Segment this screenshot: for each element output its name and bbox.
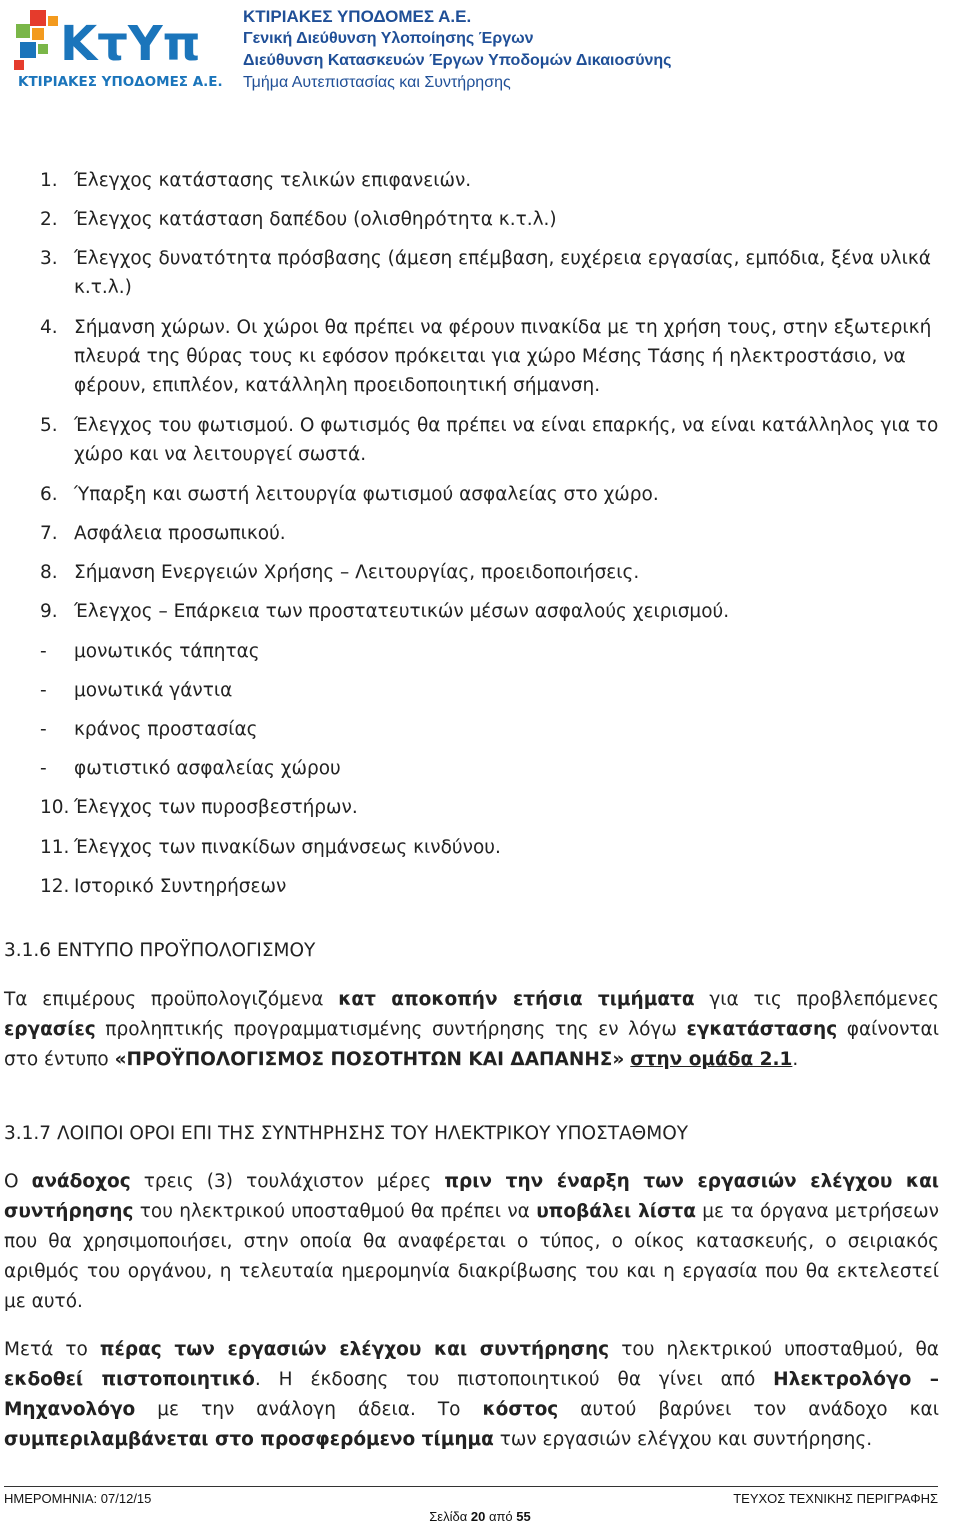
- text-run: Μετά το: [4, 1339, 100, 1360]
- text-run: για τις προβλεπόμενες: [694, 989, 939, 1010]
- list-item-number: 8.: [40, 562, 58, 583]
- list-item: [40, 558, 940, 587]
- bold-run: συμπεριλαμβάνεται στο προσφερόμενο τίμημα: [4, 1429, 494, 1450]
- list-item-number: 9.: [40, 601, 58, 622]
- list-item-text: κράνος προστασίας: [74, 719, 258, 740]
- list-item-text: Έλεγχος κατάσταση δαπέδου (ολισθηρότητα κ.τ.λ.): [74, 209, 557, 230]
- list-item-number: 12.: [40, 876, 70, 897]
- text-run: . Η έκδοσης του πιστοποιητικού θα γίνει από: [254, 1369, 774, 1390]
- list-item-text: Ιστορικό Συντηρήσεων: [74, 876, 287, 897]
- company-name: ΚΤΙΡΙΑΚΕΣ ΥΠΟΔΟΜΕΣ Α.Ε.: [243, 7, 472, 26]
- footer-volume-title: ΤΕΥΧΟΣ ΤΕΧΝΙΚΗΣ ΠΕΡΙΓΡΑΦΗΣ: [733, 1491, 938, 1506]
- list-item: [40, 872, 940, 901]
- list-item: [40, 411, 940, 469]
- list-item-number: 1.: [40, 170, 58, 191]
- list-item-text: Έλεγχος των πινακίδων σημάνσεως κινδύνου.: [74, 837, 501, 858]
- text-run: τρεις (3) τουλάχιστον μέρες: [130, 1171, 445, 1192]
- current-page: 20: [470, 1509, 486, 1524]
- list-item: [40, 313, 940, 400]
- list-item-bullet: -: [40, 641, 47, 662]
- total-pages: 55: [516, 1509, 531, 1524]
- list-item: [40, 166, 940, 195]
- list-item-text: Έλεγχος των πυροσβεστήρων.: [74, 797, 358, 818]
- text-run: προληπτικής προγραμματισμένης συντήρησης της εν λόγω: [95, 1019, 687, 1040]
- bold-run: εγκατάστασης: [686, 1019, 838, 1040]
- organization-logo: [12, 4, 237, 94]
- list-item-text: μονωτικός τάπητας: [74, 641, 260, 662]
- section-317-paragraph-2: [4, 1335, 939, 1455]
- section-316-paragraph: [4, 985, 939, 1075]
- footer-date: ΗΜΕΡΟΜΗΝΙΑ: 07/12/15: [4, 1491, 152, 1506]
- list-item-text: Έλεγχος – Επάρκεια των προστατευτικών μέσων ασφαλούς χειρισμού.: [74, 601, 730, 622]
- text-run: Τα επιμέρους προϋπολογιζόμενα: [4, 989, 339, 1010]
- text-run: των εργασιών ελέγχου και συντήρησης.: [493, 1429, 873, 1450]
- list-item-text: Ύπαρξη και σωστή λειτουργία φωτισμού ασφαλείας στο χώρο.: [74, 484, 659, 505]
- list-item-number: 11.: [40, 837, 70, 858]
- bold-run: εργασίες: [4, 1019, 96, 1040]
- list-item: [40, 519, 940, 548]
- logo-graphic: [12, 4, 237, 94]
- bold-run: κόστος: [482, 1399, 559, 1420]
- svg-text:ΚΤΙΡΙΑΚΕΣ ΥΠΟΔΟΜΕΣ Α.Ε.: ΚΤΙΡΙΑΚΕΣ ΥΠΟΔΟΜΕΣ Α.Ε.: [18, 74, 223, 90]
- list-item: [40, 205, 940, 234]
- page-word: Σελίδα: [429, 1509, 468, 1524]
- text-run: Ο: [4, 1171, 32, 1192]
- page-footer: [0, 1484, 960, 1525]
- list-item: [40, 244, 940, 302]
- list-item-text: Σήμανση Ενεργειών Χρήσης – Λειτουργίας, προειδοποιήσεις.: [74, 562, 640, 583]
- list-item-text: φωτιστικό ασφαλείας χώρου: [74, 758, 341, 779]
- footer-divider: [4, 1486, 938, 1487]
- list-item-text: Ασφάλεια προσωπικού.: [74, 523, 286, 544]
- list-item: [40, 637, 940, 666]
- list-item: [40, 754, 940, 783]
- section-heading-317: 3.1.7 ΛΟΙΠΟΙ ΟΡΟΙ ΕΠΙ ΤΗΣ ΣΥΝΤΗΡΗΣΗΣ ΤΟΥ ΗΛΕΚΤΡΙΚΟΥ ΥΠΟΣΤΑΘΜΟΥ: [4, 1123, 689, 1144]
- list-item-text: Έλεγχος κατάστασης τελικών επιφανειών.: [74, 170, 472, 191]
- text-run: του ηλεκτρικού υποσταθμού θα πρέπει να: [133, 1201, 537, 1222]
- list-item-number: 10.: [40, 797, 70, 818]
- list-item: [40, 597, 940, 626]
- of-word: από: [488, 1509, 513, 1524]
- group-reference: στην ομάδα 2.1: [630, 1049, 793, 1070]
- list-item-text: μονωτικά γάντια: [74, 680, 233, 701]
- bold-run: εκδοθεί πιστοποιητικό: [4, 1369, 255, 1390]
- svg-text:ΚτΥπ: ΚτΥπ: [60, 16, 201, 72]
- list-item: [40, 480, 940, 509]
- text-run: .: [792, 1049, 799, 1070]
- list-item-number: 4.: [40, 317, 58, 338]
- page-number: [0, 1509, 960, 1524]
- section-heading-316: 3.1.6 ΕΝΤΥΠΟ ΠΡΟΫΠΟΛΟΓΙΣΜΟΥ: [4, 940, 316, 961]
- bold-run: υποβάλει λίστα: [536, 1201, 696, 1222]
- text-run: φαίνονται στο έντυπο: [4, 1019, 939, 1070]
- section-317-paragraph-1: [4, 1167, 939, 1317]
- list-item-number: 3.: [40, 248, 58, 269]
- list-item: [40, 715, 940, 744]
- list-item-number: 5.: [40, 415, 58, 436]
- list-item-bullet: -: [40, 680, 47, 701]
- form-title: «ΠΡΟΫΠΟΛΟΓΙΣΜΟΣ ΠΟΣΟΤΗΤΩΝ ΚΑΙ ΔΑΠΑΝΗΣ»: [114, 1049, 625, 1070]
- list-item-text: Έλεγχος του φωτισμού. Ο φωτισμός θα πρέπει να είναι επαρκής, να είναι κατάλληλος για το χώρο και να λειτουργεί σωστά.: [74, 415, 939, 465]
- list-item-number: 2.: [40, 209, 58, 230]
- directorate: Διεύθυνση Κατασκευών Έργων Υποδομών Δικαιοσύνης: [243, 52, 672, 69]
- department: Τμήμα Αυτεπιστασίας και Συντήρησης: [243, 74, 511, 91]
- text-run: αυτού βαρύνει τον ανάδοχο και: [558, 1399, 939, 1420]
- list-item-number: 7.: [40, 523, 58, 544]
- bold-run: κατ αποκοπήν ετήσια τιμήματα: [338, 989, 695, 1010]
- list-item: [40, 676, 940, 705]
- list-item-bullet: -: [40, 719, 47, 740]
- organization-info: [243, 6, 672, 94]
- page-header: [0, 0, 960, 100]
- list-item-number: 6.: [40, 484, 58, 505]
- list-item: [40, 793, 940, 822]
- general-directorate: Γενική Διεύθυνση Υλοποίησης Έργων: [243, 30, 534, 47]
- bold-run: πέρας των εργασιών ελέγχου και συντήρησης: [99, 1339, 610, 1360]
- text-run: του ηλεκτρικού υποσταθμού, θα: [609, 1339, 940, 1360]
- bold-run: πριν την έναρξη των εργασιών ελέγχου και συντήρησης: [4, 1171, 939, 1222]
- list-item: [40, 833, 940, 862]
- list-item-text: Έλεγχος δυνατότητα πρόσβασης (άμεση επέμβαση, ευχέρεια εργασίας, εμπόδια, ξένα υλικά κ.τ.λ.): [74, 248, 931, 298]
- text-run: με τα όργανα μετρήσεων που θα χρησιμοποιήσει, στην οποία θα αναφέρεται ο τύπος, ο οίκος κατασκευής, ο σειριακός αριθμός του οργάνου, η τελευταία ημερομηνία διακρίβωσης του και η εργασία που θα εκτελεστεί με αυτό.: [4, 1201, 939, 1312]
- list-item-text: Σήμανση χώρων. Οι χώροι θα πρέπει να φέρουν πινακίδα με τη χρήση τους, στην εξωτερική πλευρά της θύρας τους κι εφόσον πρόκειται για χώρο Μέσης Τάσης ή ηλεκτροστάσιο, να φέρουν, επιπλέον, κατάλληλη προειδοποιητική σήμανση.: [74, 317, 932, 396]
- bold-run: Ηλεκτρολόγο – Μηχανολόγο: [4, 1369, 939, 1420]
- text-run: με την ανάλογη άδεια. Το: [135, 1399, 483, 1420]
- bold-run: ανάδοχος: [31, 1171, 131, 1192]
- list-item-bullet: -: [40, 758, 47, 779]
